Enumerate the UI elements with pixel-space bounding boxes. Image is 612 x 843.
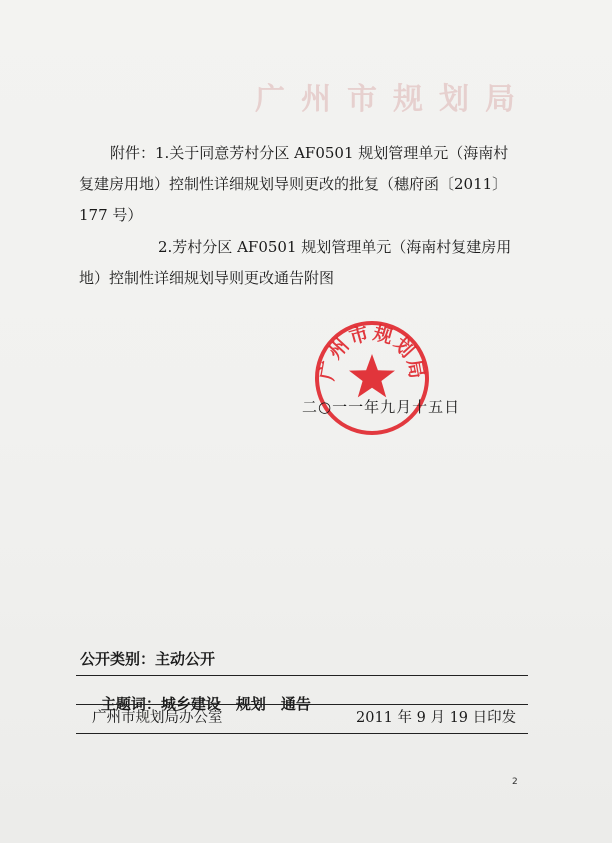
attachment-1-line-3: 177 号）	[79, 206, 143, 224]
divider-1	[76, 675, 528, 676]
ghost-letterhead: 广州市规划局	[255, 82, 531, 117]
subject-label: 主题词：	[100, 695, 161, 713]
attachment-1-line-2: 复建房用地）控制性详细规划导则更改的批复（穗府函〔2011〕	[79, 175, 508, 193]
disclosure-type	[80, 652, 215, 667]
disclosure-label: 公开类别：	[80, 650, 156, 668]
document-date: 二○一一年九月十五日	[302, 398, 461, 416]
print-date: 2011 年 9 月 19 日印发	[356, 710, 517, 726]
issuing-office: 广州市规划局办公室	[92, 710, 223, 726]
attachment-1-line-1: 附件：1.关于同意芳村分区 AF0501 规划管理单元（海南村	[110, 144, 509, 162]
divider-3	[76, 733, 528, 734]
page-number: 2	[512, 777, 518, 787]
seal-star-icon	[349, 354, 395, 397]
official-seal-stamp	[312, 318, 432, 438]
disclosure-value: 主动公开	[155, 650, 216, 668]
seal-text: 广州市规划局	[316, 322, 428, 383]
subject-value: 城乡建设 规划 通告	[160, 695, 311, 713]
attachment-2-line-2: 地）控制性详细规划导则更改通告附图	[79, 269, 335, 287]
attachment-2-line-1: 2.芳村分区 AF0501 规划管理单元（海南村复建房用	[158, 238, 512, 256]
divider-2	[76, 704, 528, 705]
